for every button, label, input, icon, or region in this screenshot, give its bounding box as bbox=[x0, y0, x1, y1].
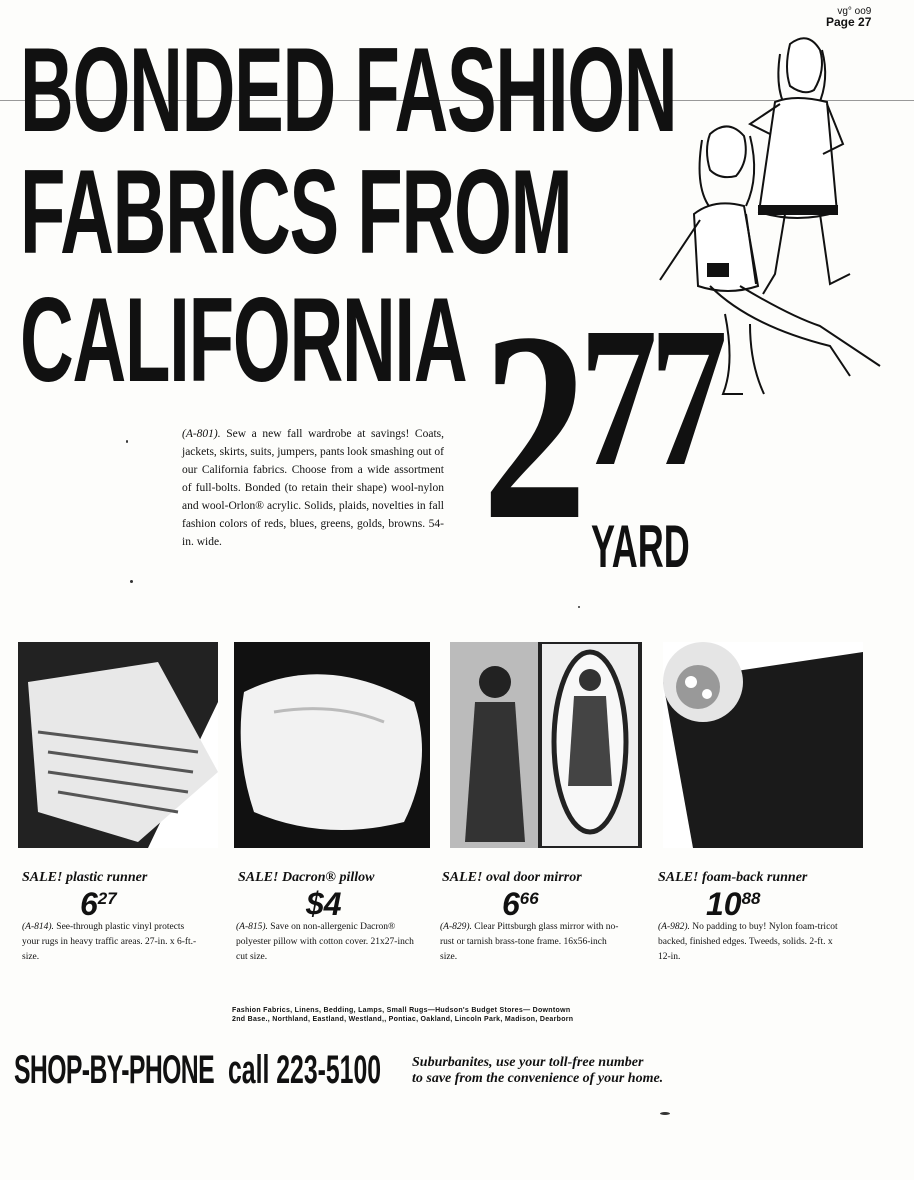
scan-speck bbox=[130, 580, 133, 583]
item-1-price-cents: 27 bbox=[97, 889, 117, 908]
call-number[interactable]: call 223-5100 bbox=[228, 1048, 382, 1092]
store-locations bbox=[232, 1006, 652, 1024]
item-3-price-main: 6 bbox=[502, 886, 520, 922]
item-1-desc-text: See-through plastic vinyl protects your rugs in heavy traffic areas. 27-in. x 6-ft.-size. bbox=[22, 922, 197, 962]
intro-code: (A-801). bbox=[182, 428, 221, 440]
item-3-heading: SALE! oval door mirror bbox=[442, 870, 582, 885]
item-1-price bbox=[80, 886, 117, 923]
item-4-desc-text: No padding to buy! Nylon foam-tricot backed, finished edges. Tweeds, solids. 2-ft. x 12-in. bbox=[658, 922, 838, 962]
item-2-code: (A-815). bbox=[236, 922, 268, 932]
item-1-description bbox=[22, 920, 202, 965]
item-3-code: (A-829). bbox=[440, 922, 472, 932]
shop-by-phone-label: SHOP-BY-PHONE bbox=[14, 1048, 215, 1092]
item-4-code: (A-982). bbox=[658, 922, 690, 932]
item-3-price-cents: 66 bbox=[519, 889, 539, 908]
item-1-price-main: 6 bbox=[80, 886, 98, 922]
main-price-cents: 77 bbox=[579, 287, 720, 508]
item-4-price bbox=[706, 886, 761, 923]
scan-speck bbox=[660, 1112, 670, 1115]
item-4-price-main: 10 bbox=[706, 886, 742, 922]
item-2-heading: SALE! Dacron® pillow bbox=[238, 870, 375, 885]
item-3-price bbox=[502, 886, 539, 923]
scan-speck bbox=[126, 440, 128, 443]
plastic-runner-photo bbox=[18, 642, 218, 848]
item-2-description bbox=[236, 920, 416, 965]
page-stamp: vg° oo9 bbox=[837, 6, 872, 17]
headline-line-2: FABRICS FROM bbox=[20, 145, 572, 279]
scan-speck bbox=[578, 606, 580, 608]
item-2-price bbox=[306, 886, 342, 923]
main-price-dollars: 2 bbox=[482, 277, 580, 576]
item-2-desc-text: Save on non-allergenic Dacron® polyester pillow with cotton cover. 21x27-inch cut size. bbox=[236, 922, 414, 962]
price-unit: YARD bbox=[591, 513, 690, 580]
intro-text: Sew a new fall wardrobe at savings! Coats, jackets, skirts, suits, jumpers, pants look smashing out of our California fabrics. Choose from a wide assortment of full-bolts. Bonded (to retain their shape) wool-nylon and wool-Orlon® acrylic. Solids, plaids, novelties in fall fashion colors of reds, blues, greens, golds, browns. 54-in. wide. bbox=[182, 428, 445, 548]
item-4-heading: SALE! foam-back runner bbox=[658, 870, 808, 885]
store-line-2: 2nd Base., Northland, Eastland, Westland,, Pontiac, Oakland, Lincoln Park, Madison, Dearborn bbox=[232, 1016, 574, 1023]
item-2-price-main: $4 bbox=[306, 886, 342, 922]
item-3-description bbox=[440, 920, 620, 965]
suburbanites-note bbox=[412, 1055, 792, 1087]
item-3-desc-text: Clear Pittsburgh glass mirror with no-rust or tarnish brass-tone frame. 16x56-inch size. bbox=[440, 922, 619, 962]
item-4-price-cents: 88 bbox=[741, 889, 761, 908]
page-number-label: Page 27 bbox=[826, 15, 872, 29]
item-4-description bbox=[658, 920, 838, 965]
suburb-line-2: to save from the convenience of your home. bbox=[412, 1071, 664, 1086]
suburb-line-1: Suburbanites, use your toll-free number bbox=[412, 1055, 644, 1070]
item-1-code: (A-814). bbox=[22, 922, 54, 932]
oval-door-mirror-photo bbox=[450, 642, 642, 848]
foam-back-runner-photo bbox=[663, 642, 863, 848]
headline-line-1: BONDED FASHION bbox=[20, 23, 677, 157]
dacron-pillow-photo bbox=[234, 642, 430, 848]
headline-line-3: CALIFORNIA bbox=[20, 273, 467, 407]
store-line-1: Fashion Fabrics, Linens, Bedding, Lamps, Small Rugs—Hudson's Budget Stores— Downtown bbox=[232, 1007, 571, 1014]
intro-paragraph bbox=[182, 425, 444, 551]
item-1-heading: SALE! plastic runner bbox=[22, 870, 148, 885]
